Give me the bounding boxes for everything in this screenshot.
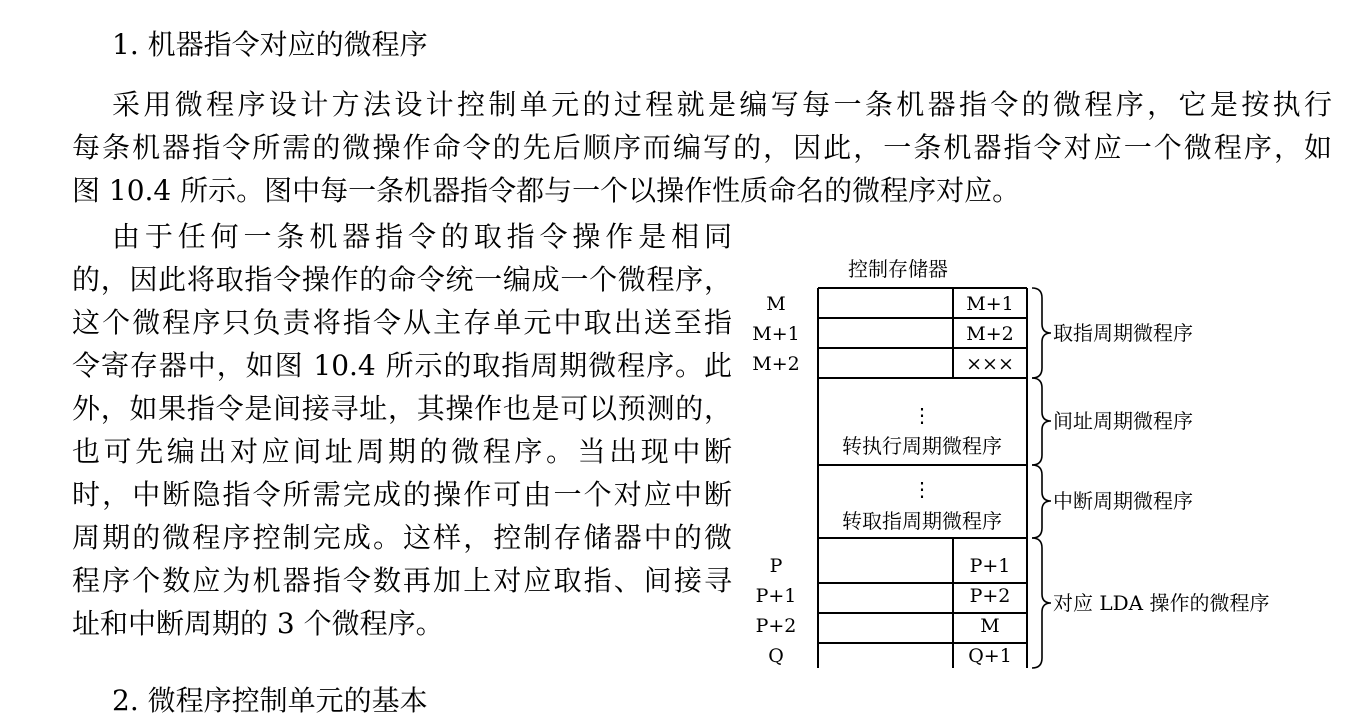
next-address-fields [966,293,1014,667]
address-label: M [766,293,786,315]
address-label: P [769,555,783,577]
jump-fetch-cycle-text: 转取指周期微程序 [842,509,1002,533]
paragraph-2-line: 由于任何一条机器指令的取指令操作是相同 [112,220,732,253]
diagram-title: 控制存储器 [848,257,948,281]
vertical-dots: ⋮ [912,403,932,427]
next-address: M+1 [966,293,1014,315]
section-heading: 1. 机器指令对应的微程序 [112,28,428,61]
address-label: M+2 [752,353,800,375]
paragraph-2-line: 也可先编出对应间址周期的微程序。当出现中断 [72,435,732,468]
jump-exec-cycle-text: 转执行周期微程序 [842,434,1002,458]
paragraph-1 [72,88,1332,217]
next-address: Q+1 [968,645,1012,667]
brace-indirect [1032,378,1051,465]
paragraph-2-line: 程序个数应为机器指令数再加上对应取指、间接寻 [72,564,732,597]
paragraph-1-line: 每条机器指令所需的微操作命令的先后顺序而编写的，因此，一条机器指令对应一个微程序，如 [72,131,1332,164]
paragraph-2-line: 时，中断隐指令所需完成的操作可由一个对应中断 [72,478,732,511]
brace-labels [1053,321,1269,615]
brace-group [1032,288,1051,668]
address-label: M+1 [752,323,800,345]
paragraph-2-line: 这个微程序只负责将指令从主存单元中取出送至指 [72,306,732,339]
next-address: M+2 [966,323,1014,345]
next-heading-partial: 2. 微程序控制单元的基本 [112,684,428,717]
paragraph-1-line: 采用微程序设计方法设计控制单元的过程就是编写每一条机器指令的微程序，它是按执行 [112,88,1332,121]
brace-interrupt [1032,465,1051,538]
paragraph-2-line: 的，因此将取指令操作的命令统一编成一个微程序， [72,263,732,296]
address-labels [752,293,799,667]
address-label: P+1 [755,585,797,607]
brace-label: 中断周期微程序 [1053,489,1193,513]
next-address: ××× [966,353,1014,375]
brace-lda [1032,538,1051,668]
next-address: M [980,615,1000,637]
paragraph-2 [72,220,732,650]
paragraph-1-line: 图 10.4 所示。图中每一条机器指令都与一个以操作性质命名的微程序对应。 [72,174,1021,207]
address-label: Q [768,645,784,667]
vertical-dots: ⋮ [912,477,932,501]
brace-fetch [1032,288,1051,378]
control-memory-diagram [740,250,1320,680]
next-address: P+2 [969,585,1011,607]
paragraph-2-line: 令寄存器中，如图 10.4 所示的取指周期微程序。此 [72,349,732,382]
paragraph-2-line: 址和中断周期的 3 个微程序。 [72,607,444,640]
brace-label: 对应 LDA 操作的微程序 [1053,591,1270,615]
brace-label: 取指周期微程序 [1053,321,1193,345]
address-label: P+2 [755,615,797,637]
paragraph-2-line: 外，如果指令是间接寻址，其操作也是可以预测的， [72,392,732,425]
paragraph-2-line: 周期的微程序控制完成。这样，控制存储器中的微 [72,521,732,554]
brace-label: 间址周期微程序 [1053,409,1193,433]
next-address: P+1 [969,555,1011,577]
